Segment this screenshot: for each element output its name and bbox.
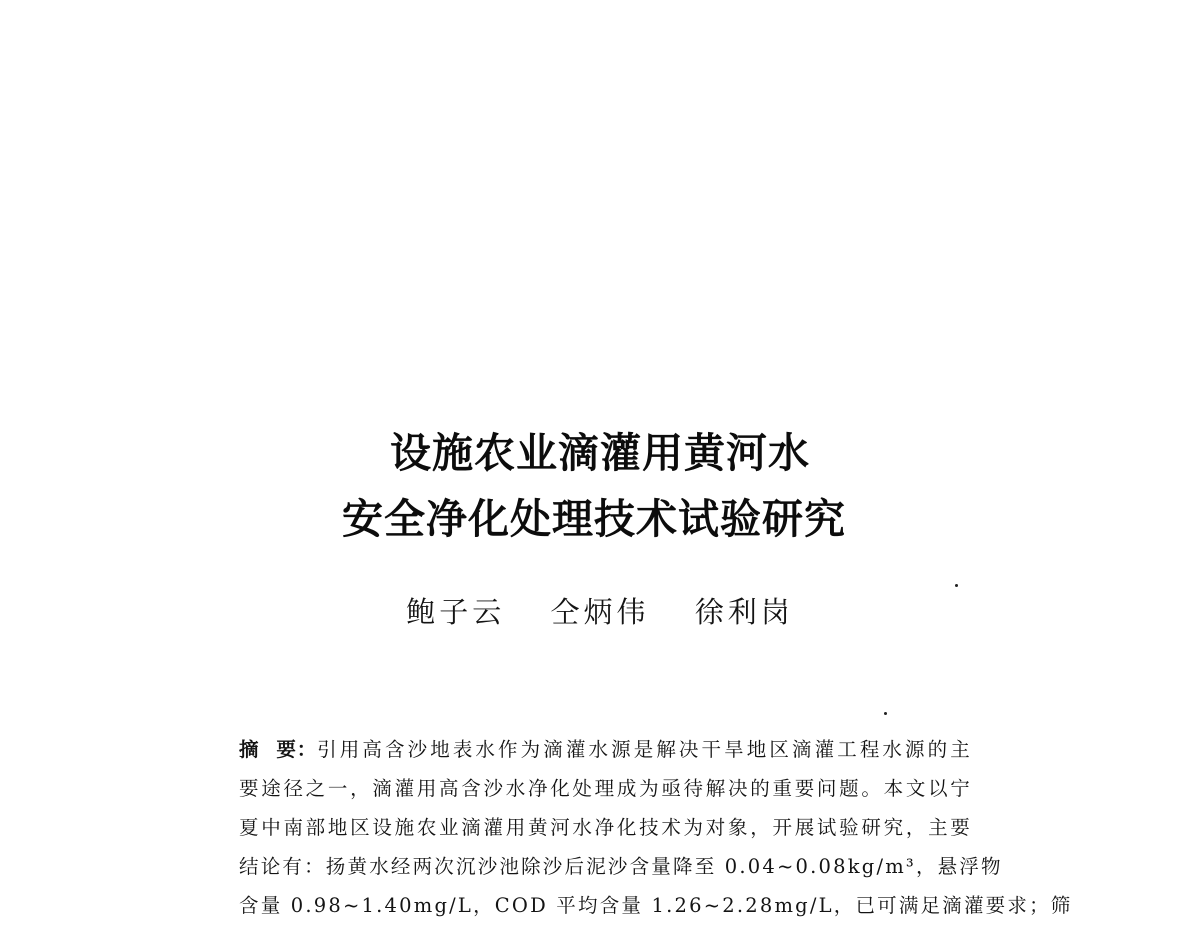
author-list <box>0 595 1200 629</box>
author-1: 鲍子云 <box>406 595 506 629</box>
paper-title-line-2: 安全净化处理技术试验研究 <box>342 495 846 543</box>
abstract-line-2: 要途径之一，滴灌用高含沙水净化处理成为亟待解决的重要问题。本文以宁 <box>239 777 972 800</box>
abstract-line-1 <box>239 737 972 776</box>
abstract-line-5: 含量 0.98~1.40mg/L，COD 平均含量 1.26~2.28mg/L，已可满足滴灌要求；筛 <box>239 894 1073 917</box>
abstract-text-1: 引用高含沙地表水作为滴灌水源是解决干旱地区滴灌工程水源的主 <box>317 738 972 761</box>
abstract-label <box>239 738 317 761</box>
abstract-line-4: 结论有：扬黄水经两次沉沙池除沙后泥沙含量降至 0.04~0.08kg/m³，悬浮物 <box>239 855 1003 878</box>
paper-title-line-1: 设施农业滴灌用黄河水 <box>390 429 810 477</box>
abstract-label-char2: 要： <box>275 738 318 761</box>
abstract <box>239 737 1073 932</box>
scan-speck <box>955 584 958 587</box>
author-3: 徐利岗 <box>694 595 794 629</box>
scan-speck <box>884 712 887 715</box>
abstract-label-char1: 摘 <box>239 738 260 761</box>
abstract-line-3: 夏中南部地区设施农业滴灌用黄河水净化技术为对象，开展试验研究，主要 <box>239 816 972 839</box>
author-2: 仝炳伟 <box>550 595 650 629</box>
